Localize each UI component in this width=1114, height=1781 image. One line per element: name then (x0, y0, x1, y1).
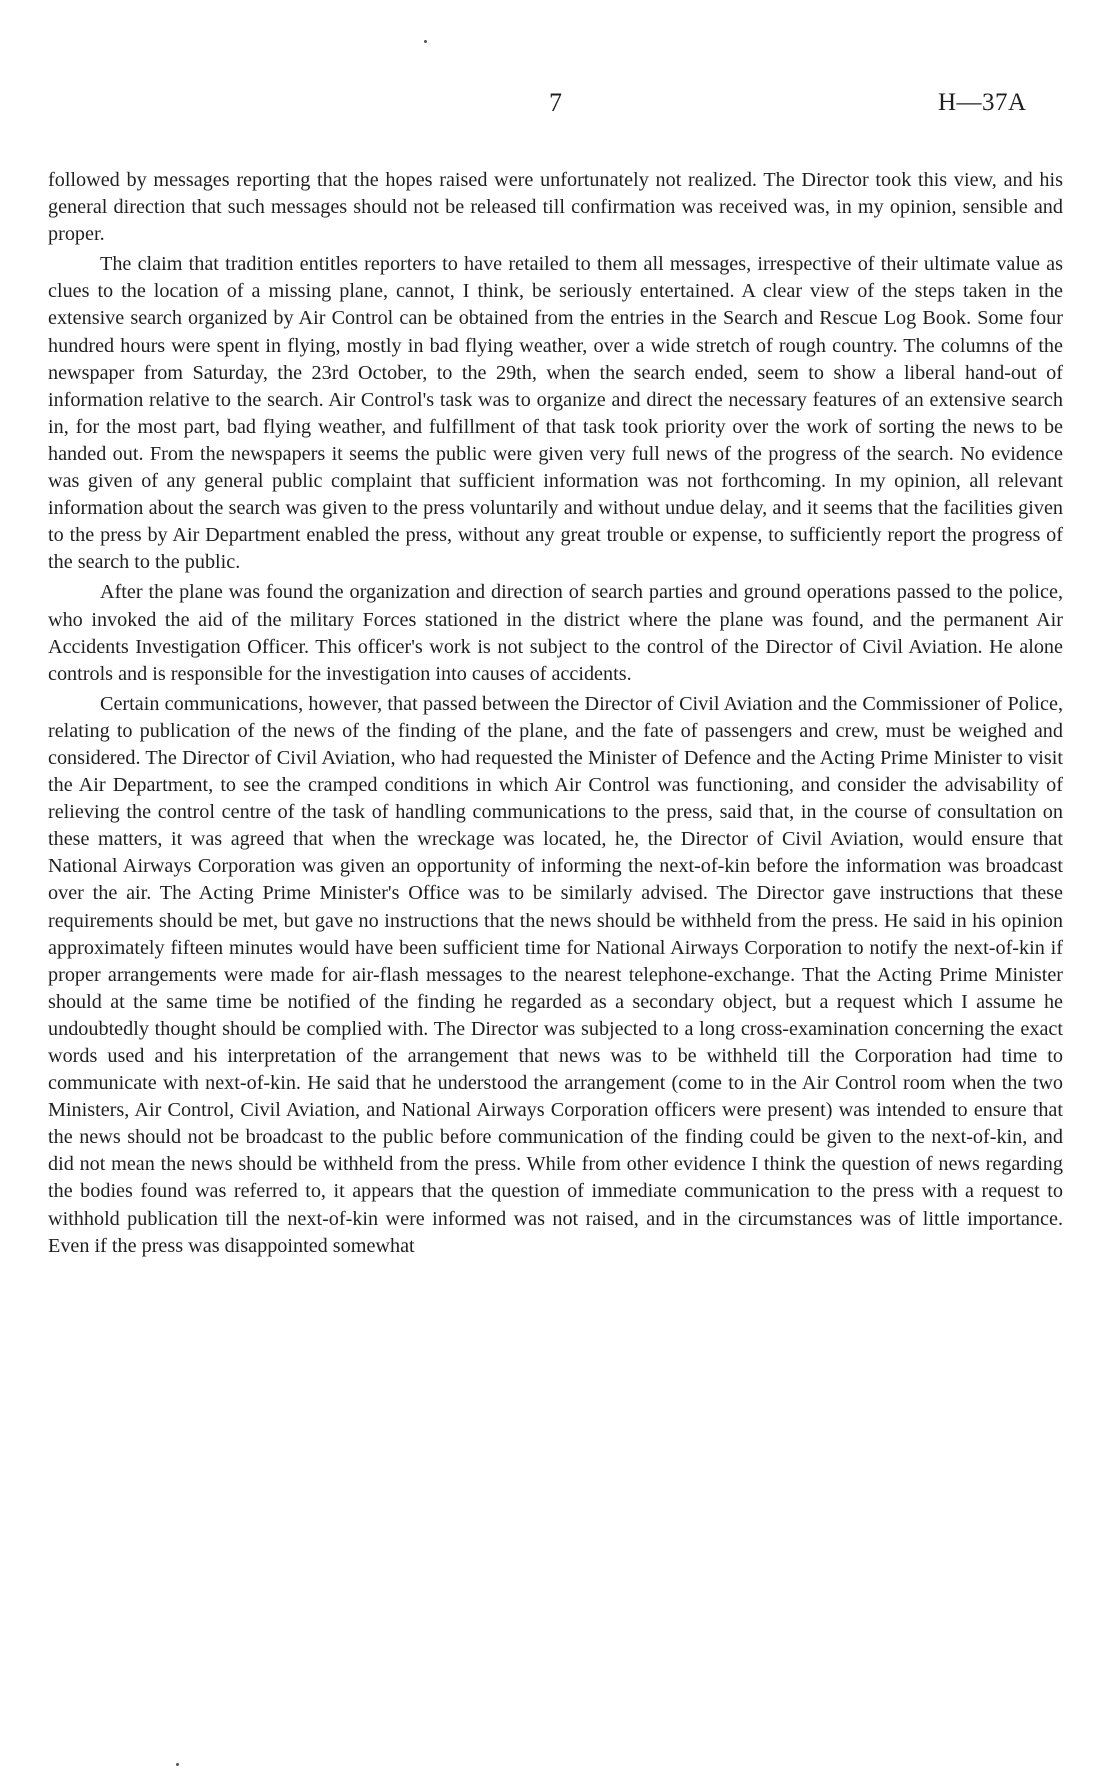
scan-speck (424, 40, 427, 43)
page-number: 7 (549, 88, 562, 117)
paragraph-3: After the plane was found the organization and direction of search parties and ground operations passed to the police, who invoked the aid of the military Forces stationed in the district where the plane was found, and the permanent Air Accidents Investigation Officer. This officer's work is not subject to the control of the Director of Civil Aviation. He alone controls and is responsible for the investigation into causes of accidents. (48, 581, 1063, 685)
paragraph-1: followed by messages reporting that the hopes raised were unfortunately not realized. The Director took this view, and his general direction that such messages should not be released till confirmation was received was, in my opinion, sensible and proper. (48, 169, 1063, 246)
body-text (48, 167, 1063, 1263)
paragraph-2: The claim that tradition entitles reporters to have retailed to them all messages, irrespective of their ultimate value as clues to the location of a missing plane, cannot, I think, be seriously entertained. A clear view of the steps taken in the extensive search organized by Air Control can be obtained from the entries in the Search and Rescue Log Book. Some four hundred hours were spent in flying, mostly in bad flying weather, over a wide stretch of rough country. The columns of the newspaper from Saturday, the 23rd October, to the 29th, when the search ended, seem to show a liberal hand-out of information relative to the search. Air Control's task was to organize and direct the necessary features of an extensive search in, for the most part, bad flying weather, and fulfillment of that task took priority over the work of sorting the news to be handed out. From the newspapers it seems the public were given very full news of the progress of the search. No evidence was given of any general public complaint that sufficient information was not forthcoming. In my opinion, all relevant information about the search was given to the press voluntarily and without undue delay, and it seems that the facilities given to the press by Air Department enabled the press, without any great trouble or expense, to sufficiently report the progress of the search to the public. (48, 253, 1063, 574)
scan-speck (176, 1763, 179, 1766)
page-header (0, 86, 1114, 126)
paragraph-4: Certain communications, however, that passed between the Director of Civil Aviation and the Commissioner of Police, relating to publication of the news of the finding of the plane, and the fate of passengers and crew, must be weighed and considered. The Director of Civil Aviation, who had requested the Minister of Defence and the Acting Prime Minister to visit the Air Department, to see the cramped conditions in which Air Control was functioning, and consider the advisability of relieving the control centre of the task of handling communications to the press, said that, in the course of consultation on these matters, it was agreed that when the wreckage was located, he, the Director of Civil Aviation, would ensure that National Airways Corporation was given an opportunity of informing the next-of-kin before the information was broadcast over the air. The Acting Prime Minister's Office was to be similarly advised. The Director gave instructions that these requirements should be met, but gave no instructions that the news should be withheld from the press. He said in his opinion approximately fifteen minutes would have been sufficient time for National Airways Corporation to notify the next-of-kin if proper arrangements were made for air-flash messages to the nearest telephone-exchange. That the Acting Prime Minister should at the same time be notified of the finding he regarded as a secondary object, but a request which I assume he undoubtedly thought should be complied with. The Director was subjected to a long cross-examination concerning the exact words used and his interpretation of the arrangement that news was to be withheld till the Corporation had time to communicate with next-of-kin. He said that he understood the arrangement (come to in the Air Control room when the two Ministers, Air Control, Civil Aviation, and National Airways Corporation officers were present) was intended to ensure that the news should not be broadcast to the public before communication of the finding could be given to the next-of-kin, and did not mean the news should be withheld from the press. While from other evidence I think the question of news regarding the bodies found was referred to, it appears that the question of immediate communication to the press with a request to withhold publication till the next-of-kin were informed was not raised, and in the circumstances was of little importance. Even if the press was disappointed somewhat (48, 692, 1063, 1257)
document-reference: H—37A (938, 89, 1027, 116)
